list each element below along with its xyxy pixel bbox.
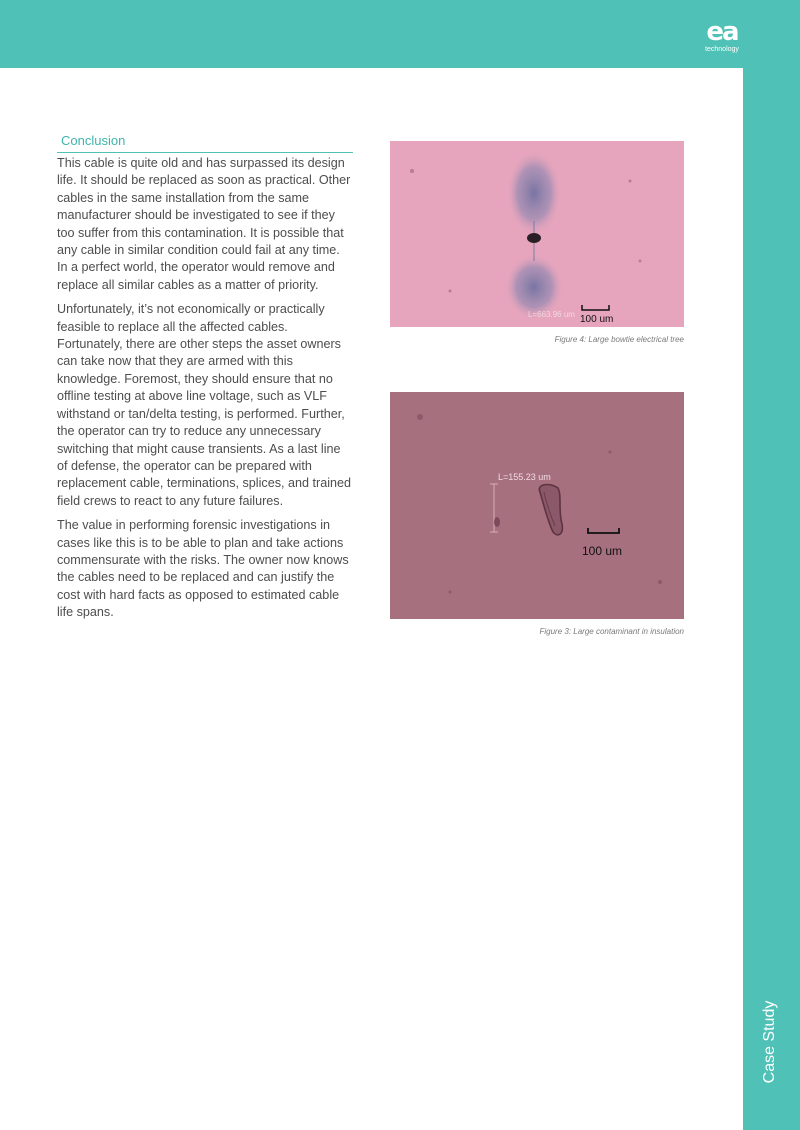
figure-bowtie-tree <box>390 141 684 344</box>
bowtie-tree-photo <box>390 141 684 327</box>
paragraph: The value in performing forensic investigations in cases like this is to be able to plan and take actions commensurate with the risks. The owner now knows the cables need to be replaced and can justify the cost with hard facts as opposed to estimated cable life spans. <box>57 518 349 620</box>
paragraph: This cable is quite old and has surpassed its design life. It should be replaced as soon as practical. Other cables in the same installation from the same manufacturer should be investigated to see if they too suffer from this contamination. It is possible that any cable in similar condition could fail at any time. In a perfect world, the operator would remove and replace all similar cables as a matter of priority. <box>57 156 351 292</box>
ea-technology-logo <box>696 17 748 56</box>
contaminant-photo <box>390 392 684 619</box>
scale-bar-label: 100 um <box>580 314 614 325</box>
logo-subtitle: technology <box>705 46 739 53</box>
case-study-label: Case Study <box>761 1000 778 1084</box>
figure-contaminant <box>390 392 684 636</box>
header-band <box>0 0 800 68</box>
logo-mark: ea <box>706 17 738 47</box>
paragraph: Unfortunately, it’s not economically or practically feasible to replace all the affected cables. Fortunately, there are other steps the asset owners can take now that they are armed with this knowledge. Foremost, they should ensure that no offline testing at above line voltage, such as VLF withstand or tan/delta testing, is performed. Further, the operator can try to reduce any unnecessary switching that might cause transients. As a last line of defense, the operator can be prepared with replacement cable, terminations, splices, and trained field crews to react to any future failures. <box>57 302 352 508</box>
section-heading: Conclusion <box>57 133 353 153</box>
figure-caption: Figure 3: Large contaminant in insulation <box>539 627 684 636</box>
measurement-label: L=155.23 um <box>498 472 551 482</box>
scale-bar-label: 100 um <box>582 544 623 558</box>
figure-caption: Figure 4: Large bowtie electrical tree <box>554 335 684 344</box>
conclusion-section <box>57 133 353 629</box>
measurement-label: L=663.96 um <box>528 310 575 319</box>
sidebar-band <box>743 68 800 1130</box>
